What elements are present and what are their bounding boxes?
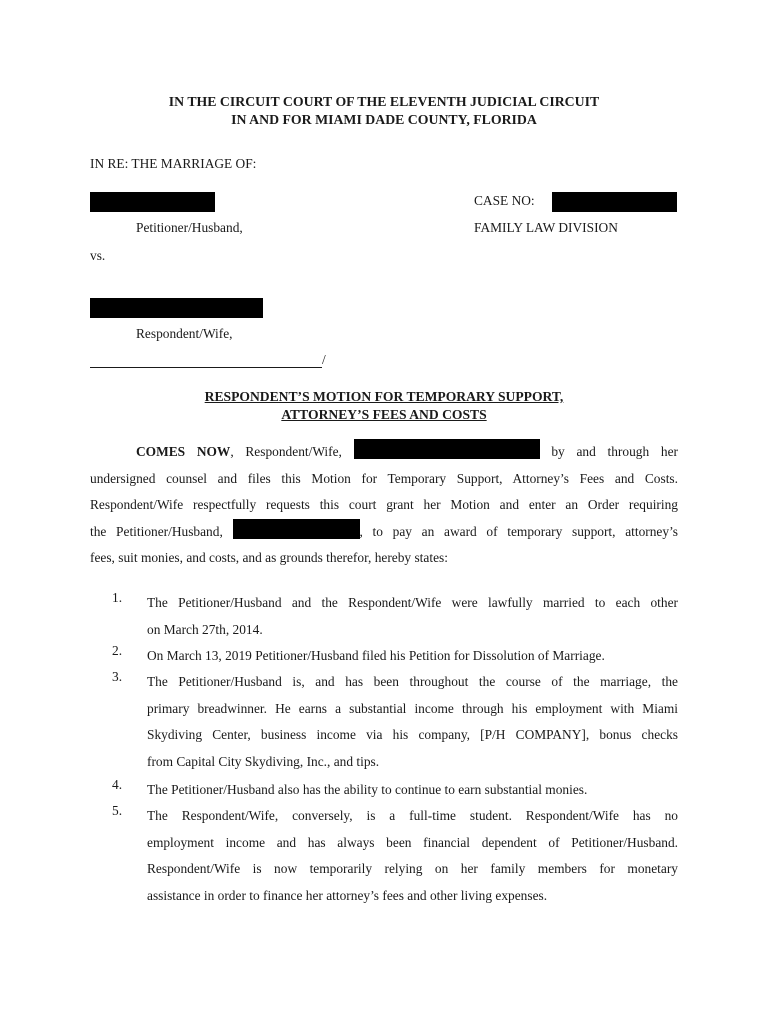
versus-label: vs. [90,248,106,263]
caption-divider-line [90,367,322,368]
list-item-text [147,643,678,670]
list-item-number: 3. [112,669,123,684]
list-item-line: on March 27th, 2014. [147,621,263,637]
court-name-line-1: IN THE CIRCUIT COURT OF THE ELEVENTH JUDICIAL CIRCUIT [168,94,600,109]
division-label: FAMILY LAW DIVISION [474,220,618,235]
intro-line-4-a: the Petitioner/Husband, [90,523,223,539]
intro-line-2: undersigned counsel and files this Motion for Temporary Support, Attorney’s Fees and Costs. [90,470,678,486]
motion-title-line-1: RESPONDENT’S MOTION FOR TEMPORARY SUPPORT, [204,389,564,404]
list-item-line: The Petitioner/Husband is, and has been throughout the course of the marriage, the [147,674,678,689]
list-item-text [147,590,678,643]
intro-line-4 [90,519,678,546]
redacted-petitioner-name-inline [233,519,360,539]
redacted-respondent-name-inline [354,439,540,459]
case-no-label: CASE NO: [474,193,535,208]
comes-now-label: COMES NOW [136,444,231,459]
list-item-number: 2. [112,643,123,658]
list-item-line: Skydiving Center, business income via his company, [P/H COMPANY], bonus checks [147,727,678,742]
intro-line-5: fees, suit monies, and costs, and as grounds therefor, hereby states: [90,550,448,565]
list-item-text [147,669,678,775]
list-item-line: On March 13, 2019 Petitioner/Husband filed his Petition for Dissolution of Marriage. [147,648,605,663]
list-item-line: The Petitioner/Husband also has the ability to continue to earn substantial monies. [147,782,588,797]
court-name-line-2: IN AND FOR MIAMI DADE COUNTY, FLORIDA [231,112,537,127]
intro-line-1-b: by and through her [551,444,678,459]
motion-title-line-2: ATTORNEY’S FEES AND COSTS [281,407,487,422]
list-item-line: primary breadwinner. He earns a substantial income through his employment with Miami [147,700,678,716]
list-item-text [147,777,678,804]
redacted-case-number [552,192,677,212]
intro-paragraph [90,439,678,572]
list-item-number: 4. [112,777,123,792]
redacted-petitioner-name [90,192,215,212]
list-item-line: The Respondent/Wife, conversely, is a full-time student. Respondent/Wife has no [147,808,678,823]
list-item-line: employment income and has always been financial dependent of Petitioner/Husband. [147,834,678,850]
intro-line-1 [90,439,678,466]
list-item-line: assistance in order to finance her attorney’s fees and other living expenses. [147,887,548,903]
list-item-number: 1. [112,590,123,605]
list-item-line: from Capital City Skydiving, Inc., and tips. [147,753,380,769]
list-item-line: Respondent/Wife is now temporarily relying on her family members for monetary [147,861,678,876]
list-item-line: The Petitioner/Husband and the Respondent/Wife were lawfully married to each other [147,595,678,610]
list-item-text [147,803,678,909]
petitioner-label: Petitioner/Husband, [136,220,243,235]
in-re-line: IN RE: THE MARRIAGE OF: [90,156,257,171]
respondent-label: Respondent/Wife, [136,326,233,341]
list-item-number: 5. [112,803,123,818]
intro-line-4-b: , to pay an award of temporary support, attorney’s [359,523,678,539]
intro-line-3: Respondent/Wife respectfully requests this court grant her Motion and enter an Order requiring [90,497,678,512]
intro-line-1-a: , Respondent/Wife, [230,444,342,459]
caption-slash: / [322,352,326,367]
redacted-respondent-name [90,298,263,318]
